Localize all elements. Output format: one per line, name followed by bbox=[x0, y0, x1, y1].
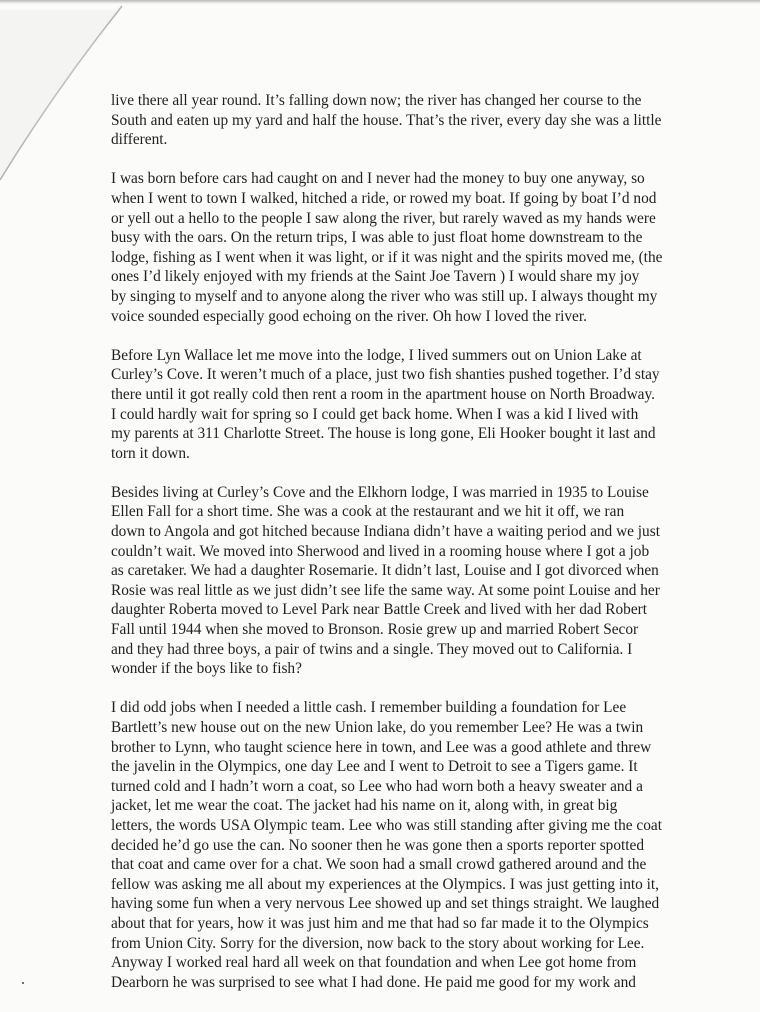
text-line: couldn’t wait. We moved into Sherwood and lived in a rooming house where I got a job bbox=[111, 542, 650, 560]
text-line: and they had three boys, a pair of twins and a single. They moved out to California. I bbox=[111, 640, 633, 658]
text-line: from Union City. Sorry for the diversion, now back to the story about working for Lee. bbox=[111, 934, 645, 952]
text-line: Besides living at Curley’s Cove and the Elkhorn lodge, I was married in 1935 to Louise bbox=[111, 483, 649, 501]
document-body bbox=[111, 91, 747, 1012]
text-line: jacket, let me wear the coat. The jacket had his name on it, along with, in great big bbox=[111, 797, 618, 815]
text-line: I could hardly wait for spring so I could get back home. When I was a kid I lived with bbox=[111, 405, 639, 423]
text-line: brother to Lynn, who taught science here in town, and Lee was a good athlete and threw bbox=[111, 738, 652, 756]
text-line: wonder if the boys like to fish? bbox=[111, 660, 302, 678]
text-line: daughter Roberta moved to Level Park near Battle Creek and lived with her dad Robert bbox=[111, 601, 648, 619]
text-line: I did odd jobs when I needed a little cash. I remember building a foundation for Lee bbox=[111, 699, 627, 717]
text-line: ones I’d likely enjoyed with my friends at the Saint Joe Tavern ) I would share my joy bbox=[111, 268, 640, 286]
text-line: I was born before cars had caught on and I never had the money to buy one anyway, so bbox=[111, 170, 645, 188]
text-line: Anyway I worked real hard all week on that foundation and when Lee got home from bbox=[111, 954, 637, 972]
text-line: having some fun when a very nervous Lee showed up and set things straight. We laughed bbox=[111, 895, 660, 913]
text-line: my parents at 311 Charlotte Street. The house is long gone, Eli Hooker bought it last and bbox=[111, 425, 656, 443]
text-line: busy with the oars. On the return trips, I was able to just float home downstream to the bbox=[111, 229, 643, 247]
text-line: as caretaker. We had a daughter Rosemarie. It didn’t last, Louise and I got divorced when bbox=[111, 562, 659, 580]
text-line: down to Angola and got hitched because Indiana didn’t have a waiting period and we just bbox=[111, 523, 660, 541]
paragraph bbox=[111, 346, 747, 464]
text-line: different. bbox=[111, 131, 168, 149]
text-line: South and eaten up my yard and half the house. That’s the river, every day she was a little bbox=[111, 111, 662, 129]
text-line: decided he’d go use the can. No sooner then he was gone then a sports reporter spotted bbox=[111, 836, 645, 854]
text-line: Dearborn he was surprised to see what I had done. He paid me good for my work and bbox=[111, 973, 636, 991]
text-line: by singing to myself and to anyone along the river who was still up. I always thought my bbox=[111, 287, 658, 305]
text-line: the javelin in the Olympics, one day Lee and I went to Detroit to see a Tigers game. It bbox=[111, 758, 638, 776]
paragraph bbox=[111, 698, 747, 992]
text-line: Ellen Fall for a short time. She was a cook at the restaurant and we hit it off, we ran bbox=[111, 503, 625, 521]
text-line: when I went to town I walked, hitched a ride, or rowed my boat. If going by boat I’d nod bbox=[111, 189, 657, 207]
text-line: turned cold and I hadn’t worn a coat, so Lee who had worn both a heavy sweater and a bbox=[111, 777, 643, 795]
text-line: Fall until 1944 when she moved to Bronson. Rosie grew up and married Robert Secor bbox=[111, 621, 639, 639]
text-line: Curley’s Cove. It weren’t much of a place, just two fish shanties pushed together. I’d stay bbox=[111, 366, 660, 384]
text-line: torn it down. bbox=[111, 444, 190, 462]
paragraph bbox=[111, 91, 747, 150]
paragraph bbox=[111, 169, 747, 326]
text-line: Rosie was real little as we just didn’t see life the same way. At some point Louise and her bbox=[111, 581, 660, 599]
text-line: Before Lyn Wallace let me move into the lodge, I lived summers out on Union Lake at bbox=[111, 346, 642, 364]
text-line: letters, the words USA Olympic team. Lee who was still standing after giving me the coat bbox=[111, 816, 662, 834]
text-line: lodge, fishing as I went when it was light, or if it was night and the spirits moved me, (the bbox=[111, 248, 663, 266]
paragraph bbox=[111, 483, 747, 679]
text-line: fellow was asking me all about my experiences at the Olympics. I was just getting into it, bbox=[111, 875, 659, 893]
text-line: or yell out a hello to the people I saw along the river, but rarely waved as my hands were bbox=[111, 209, 656, 227]
text-line: that coat and came over for a chat. We soon had a small crowd gathered around and the bbox=[111, 856, 647, 874]
scan-speck bbox=[22, 982, 24, 984]
text-line: voice sounded especially good echoing on the river. Oh how I loved the river. bbox=[111, 307, 587, 325]
text-line: Bartlett’s new house out on the new Union lake, do you remember Lee? He was a twin bbox=[111, 719, 644, 736]
text-line: about that for years, how it was just him and me that had so far made it to the Olympics bbox=[111, 914, 649, 932]
text-line: live there all year round. It’s falling down now; the river has changed her course to the bbox=[111, 92, 642, 109]
scan-top-edge bbox=[0, 0, 760, 4]
text-line: there until it got really cold then rent a room in the apartment house on North Broadway. bbox=[111, 385, 655, 403]
